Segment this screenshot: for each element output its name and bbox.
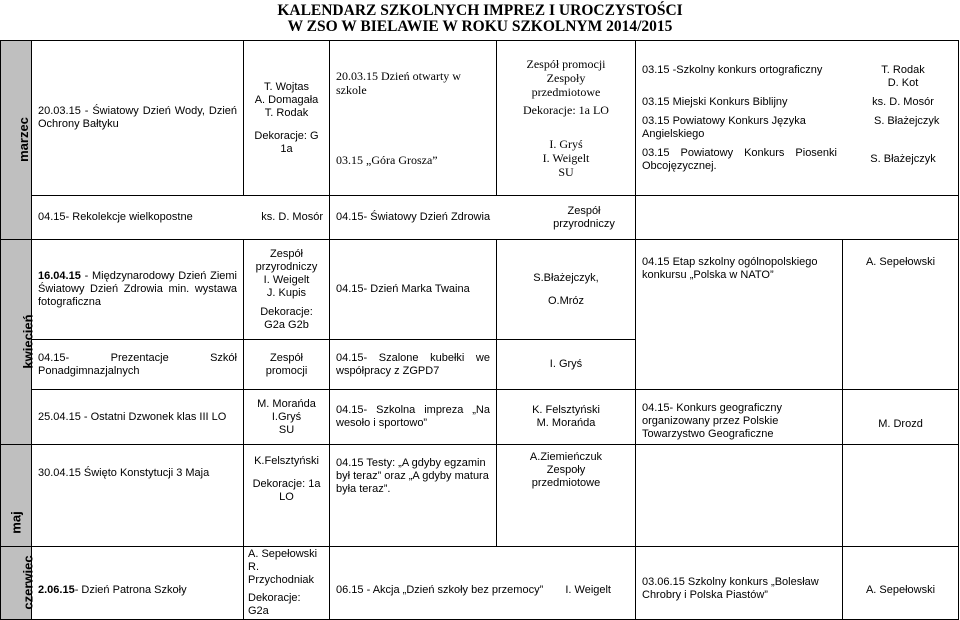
event-date: 06.15 xyxy=(336,583,364,596)
person: S. Błażejczyk xyxy=(873,114,940,127)
person: T. Wojtas xyxy=(263,80,310,93)
person: ks. D. Mosór xyxy=(261,211,323,223)
responsible-nato: A. Sepełowski xyxy=(843,240,959,390)
person: I. Weigelt xyxy=(565,583,611,596)
event-text: - Ostatni Dzwonek klas III LO xyxy=(80,410,227,423)
person: J. Kupis xyxy=(266,286,307,299)
event-text: Prezentacje Szkół Ponadgimnazjalnych xyxy=(38,351,237,377)
decorations: Dekoracje: 1a LO xyxy=(523,103,609,117)
event-date: 20.03.15 xyxy=(336,69,378,83)
person: K.Felsztyński xyxy=(254,455,319,467)
event-date: 03.15 xyxy=(642,114,670,127)
event-text: - Międzynarodowy Dzień Ziemi Światowy Dzień Zdrowia min. wystawa fotograficzna xyxy=(38,270,237,308)
responsible-kubelki: I. Gryś xyxy=(497,340,636,390)
event-date: 04.15- xyxy=(642,401,674,414)
decorations: Dekoracje: xyxy=(260,305,313,318)
event-date: 03.15 xyxy=(642,146,670,159)
empty-cell xyxy=(636,445,843,547)
event-sport-party xyxy=(330,390,497,445)
event-text: Powiatowy Konkurs Piosenki Obcojęzycznej. xyxy=(642,146,837,172)
responsible-chrobry: A. Sepełowski xyxy=(843,547,959,620)
responsible-water-day xyxy=(244,41,330,196)
event-last-bell xyxy=(32,390,244,445)
person: ks. D. Mosór xyxy=(872,95,934,108)
person: przedmiotowe xyxy=(531,85,601,99)
person: przedmiotowe xyxy=(531,477,601,489)
responsible-patron xyxy=(244,547,330,620)
person: S. Błażejczyk xyxy=(870,153,936,165)
person: A. Sepełowski xyxy=(248,548,318,560)
responsible-open-day xyxy=(497,41,636,196)
document-title-line-1: KALENDARZ SZKOLNYCH IMPREZ I UROCZYSTOŚCI xyxy=(277,2,683,19)
responsible-presentations: Zespół promocji xyxy=(244,340,330,390)
person: M. Morańda xyxy=(536,417,596,429)
event-date: 25.04.15 xyxy=(38,410,81,423)
event-text: Testy: „A gdyby egzamin był teraz” oraz „A gdyby matura była teraz”. xyxy=(336,457,489,495)
person: Zespół xyxy=(269,247,304,260)
person: SU xyxy=(278,423,295,436)
person: Zespoły xyxy=(546,464,586,476)
month-label-may: maj xyxy=(8,511,24,534)
month-march xyxy=(1,41,32,240)
event-date: 04.15 xyxy=(336,283,364,295)
calendar-table xyxy=(0,40,959,620)
person: Zespół xyxy=(567,204,601,217)
competition-biblijny xyxy=(642,96,952,109)
event-constitution-day xyxy=(32,445,244,547)
event-text: Etap szkolny ogólnopolskiego konkursu „Polska w NATO” xyxy=(642,256,818,281)
event-no-violence-day xyxy=(330,547,636,620)
event-patron-day xyxy=(32,547,244,620)
event-date: 04.15- xyxy=(38,351,70,364)
event-text: Miejski Konkurs Biblijny xyxy=(669,95,788,108)
event-date: 04.15- xyxy=(336,404,368,416)
empty-cell xyxy=(636,196,959,240)
month-label-april: kwiecień xyxy=(20,313,36,369)
person: Zespół promocji xyxy=(526,57,606,71)
person: T. Rodak xyxy=(881,63,925,76)
event-world-water-day xyxy=(32,41,244,196)
competition-ortograficzny xyxy=(642,64,952,90)
responsible-twain xyxy=(497,240,636,340)
person: przyrodniczy xyxy=(553,217,615,230)
event-date: 2.06.15 xyxy=(38,583,75,596)
person: A.Ziemieńczuk xyxy=(529,451,603,463)
person: I. Gryś xyxy=(549,137,583,151)
event-text: Powiatowy Konkurs Języka Angielskiego xyxy=(642,114,806,140)
event-date: 03.15 xyxy=(336,153,363,167)
person: I. Weigelt xyxy=(263,273,310,286)
competition-angielski xyxy=(642,115,952,141)
responsible-last-bell xyxy=(244,390,330,445)
person: R. Przychodniak xyxy=(248,561,315,586)
person: SU xyxy=(558,165,574,179)
event-text: Szalone kubełki we współpracy z ZGPD7 xyxy=(336,351,490,377)
month-label-march: marzec xyxy=(15,116,31,162)
event-text: 04.15- Rekolekcje wielkopostne xyxy=(38,211,193,223)
event-tests xyxy=(330,445,497,547)
person: T. Rodak xyxy=(264,106,309,119)
empty-cell xyxy=(843,445,959,547)
event-text: 04.15- Światowy Dzień Zdrowia xyxy=(336,211,491,223)
event-text: Konkurs geograficzny organizowany przez Polskie Towarzystwo Geograficzne xyxy=(642,401,783,440)
event-text: Święto Konstytucji 3 Maja xyxy=(80,467,210,479)
competitions-march xyxy=(636,41,959,196)
responsible-geography: M. Drozd xyxy=(843,390,959,445)
event-text: - Akcja „Dzień szkoły bez przemocy” xyxy=(363,583,544,596)
month-june xyxy=(1,547,36,620)
event-date: 04.15 xyxy=(642,256,670,268)
event-world-health-day xyxy=(330,196,636,240)
responsible-sport-party xyxy=(497,390,636,445)
event-date: 03.15 xyxy=(642,63,670,76)
decorations: G2a G2b xyxy=(264,318,309,331)
person: K. Felsztyński xyxy=(532,404,600,416)
event-geography-contest xyxy=(636,390,843,445)
document-title-line-2: W ZSO W BIELAWIE W ROKU SZKOLNYM 2014/2015 xyxy=(287,18,673,35)
event-date: 03.06.15 xyxy=(642,576,685,588)
responsible-tests xyxy=(497,445,636,547)
event-date: 30.04.15 xyxy=(38,467,81,479)
month-april xyxy=(1,240,36,445)
event-chrobry-contest xyxy=(636,547,843,620)
event-date: 20.03.15 xyxy=(38,105,81,117)
event-date: 16.04.15 xyxy=(38,270,81,282)
person: M. Morańda xyxy=(257,397,316,410)
responsible-earth-day xyxy=(244,240,330,340)
event-text: Szkolny konkurs „Bolesław Chrobry i Polska Piastów” xyxy=(642,576,819,601)
event-mark-twain-day xyxy=(330,240,497,340)
person: O.Mróz xyxy=(547,294,585,307)
event-text: Szkolna impreza „Na wesoło i sportowo” xyxy=(336,404,490,429)
decorations: Dekoracje: 1a LO xyxy=(252,478,321,503)
person: Zespoły xyxy=(546,71,586,85)
event-text: - Dzień Marka Twaina xyxy=(363,283,470,295)
event-szalone-kubelki xyxy=(330,340,497,390)
event-text: -Szkolny konkurs ortograficzny xyxy=(669,63,823,76)
event-date: 04.15 xyxy=(336,457,364,469)
event-open-day-and-grosza xyxy=(330,41,497,196)
event-text: „Góra Grosza” xyxy=(363,153,438,167)
event-date: 03.15 xyxy=(642,95,670,108)
person: S.Błażejczyk, xyxy=(533,271,599,284)
event-rekolekcje xyxy=(32,196,330,240)
event-text: Dzień otwarty w szkole xyxy=(336,69,461,97)
person: D. Kot xyxy=(887,76,919,89)
event-presentations xyxy=(32,340,244,390)
decorations: Dekoracje: G 1a xyxy=(254,129,319,155)
person: przyrodniczy xyxy=(255,260,318,273)
event-text: - Światowy Dzień Wody, Dzień Ochrony Bałtyku xyxy=(38,105,237,130)
event-earth-day xyxy=(32,240,244,340)
responsible-constitution xyxy=(244,445,330,547)
event-date: 04.15- xyxy=(336,351,368,364)
event-polska-w-nato xyxy=(636,240,843,390)
person: A. Domagała xyxy=(254,93,319,106)
person: I. Weigelt xyxy=(542,151,590,165)
month-label-june: czerwiec xyxy=(20,554,36,610)
person: I.Gryś xyxy=(271,410,302,423)
event-text: - Dzień Patrona Szkoły xyxy=(74,583,187,596)
competition-piosenka xyxy=(642,147,952,173)
decorations: Dekoracje: G2a xyxy=(248,592,301,617)
month-may xyxy=(1,445,32,547)
